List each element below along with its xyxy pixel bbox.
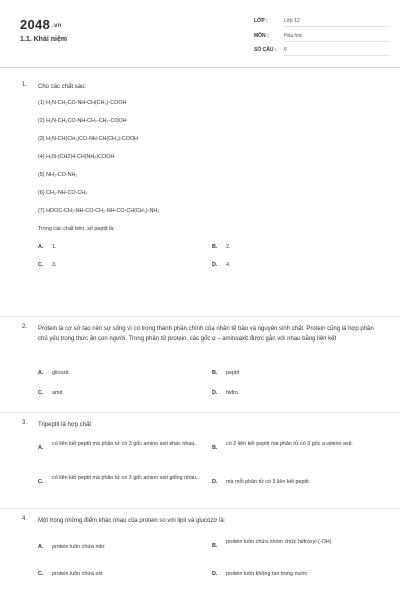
page-header <box>0 0 400 68</box>
meta-value: 6 <box>284 47 390 56</box>
compound-item: (4) H₂N-(CH2)4-CH(NH₂)COOH <box>38 154 115 160</box>
compound-item: (3) H₂N-CH(CH₃)CO-NH-CH(CH₃)-COOH <box>38 136 138 142</box>
question-number: 2. <box>22 324 28 330</box>
compound-item: (6) CH₃-NH-CO-CH₃ <box>38 190 88 196</box>
question-prompt: Trong các chất trên, số peptit là: <box>38 226 115 232</box>
question-number: 4. <box>22 516 28 522</box>
meta-value: Hóa học <box>284 33 390 42</box>
question-number: 1. <box>22 82 28 88</box>
divider <box>0 412 400 413</box>
compound-item: (7) HOOC-CH₂-NH-CO-CH₂-NH-CO-CH(CH₃)-NH₂ <box>38 208 160 214</box>
logo-suffix: .vn <box>52 22 62 29</box>
meta-label: LỚP : <box>254 18 268 24</box>
site-logo[interactable] <box>20 17 62 32</box>
divider <box>0 316 400 317</box>
meta-value: Lớp 12 <box>284 18 390 27</box>
question-text: Cho các chất sau: <box>38 84 87 90</box>
meta-label: SỐ CÂU : <box>254 47 277 53</box>
compound-item: (2) H₂N-CH₂CO-NH-CH₂-CH₂-COOH <box>38 118 127 124</box>
meta-label: MÔN : <box>254 33 269 39</box>
logo-text: 2048 <box>20 17 51 32</box>
question-text: Một trong những điểm khác nhau của protein so với lipit và glucozơ là: <box>38 518 226 524</box>
question-number: 3. <box>22 420 28 426</box>
question-text: Protein là cơ sở tạo nên sự sống vì có trong thành phần chính của nhân tế bào và nguyên sinh chất. Protein cũng là hợp phần chủ yếu trong thức ăn con người. Trong phân tử protein, các gốc α – aminoaxit được gắn với nhau bằng liên kết <box>38 326 374 342</box>
question-text: Tripeptit là hợp chất <box>38 422 92 428</box>
compound-item: (5) NH₂-CO-NH₂ <box>38 172 78 178</box>
section-title: 1.1. Khái niệm <box>20 36 68 43</box>
divider <box>0 508 400 509</box>
compound-item: (1) H₂N-CH₂CO-NH-CH(CH₃)-COOH <box>38 100 127 106</box>
